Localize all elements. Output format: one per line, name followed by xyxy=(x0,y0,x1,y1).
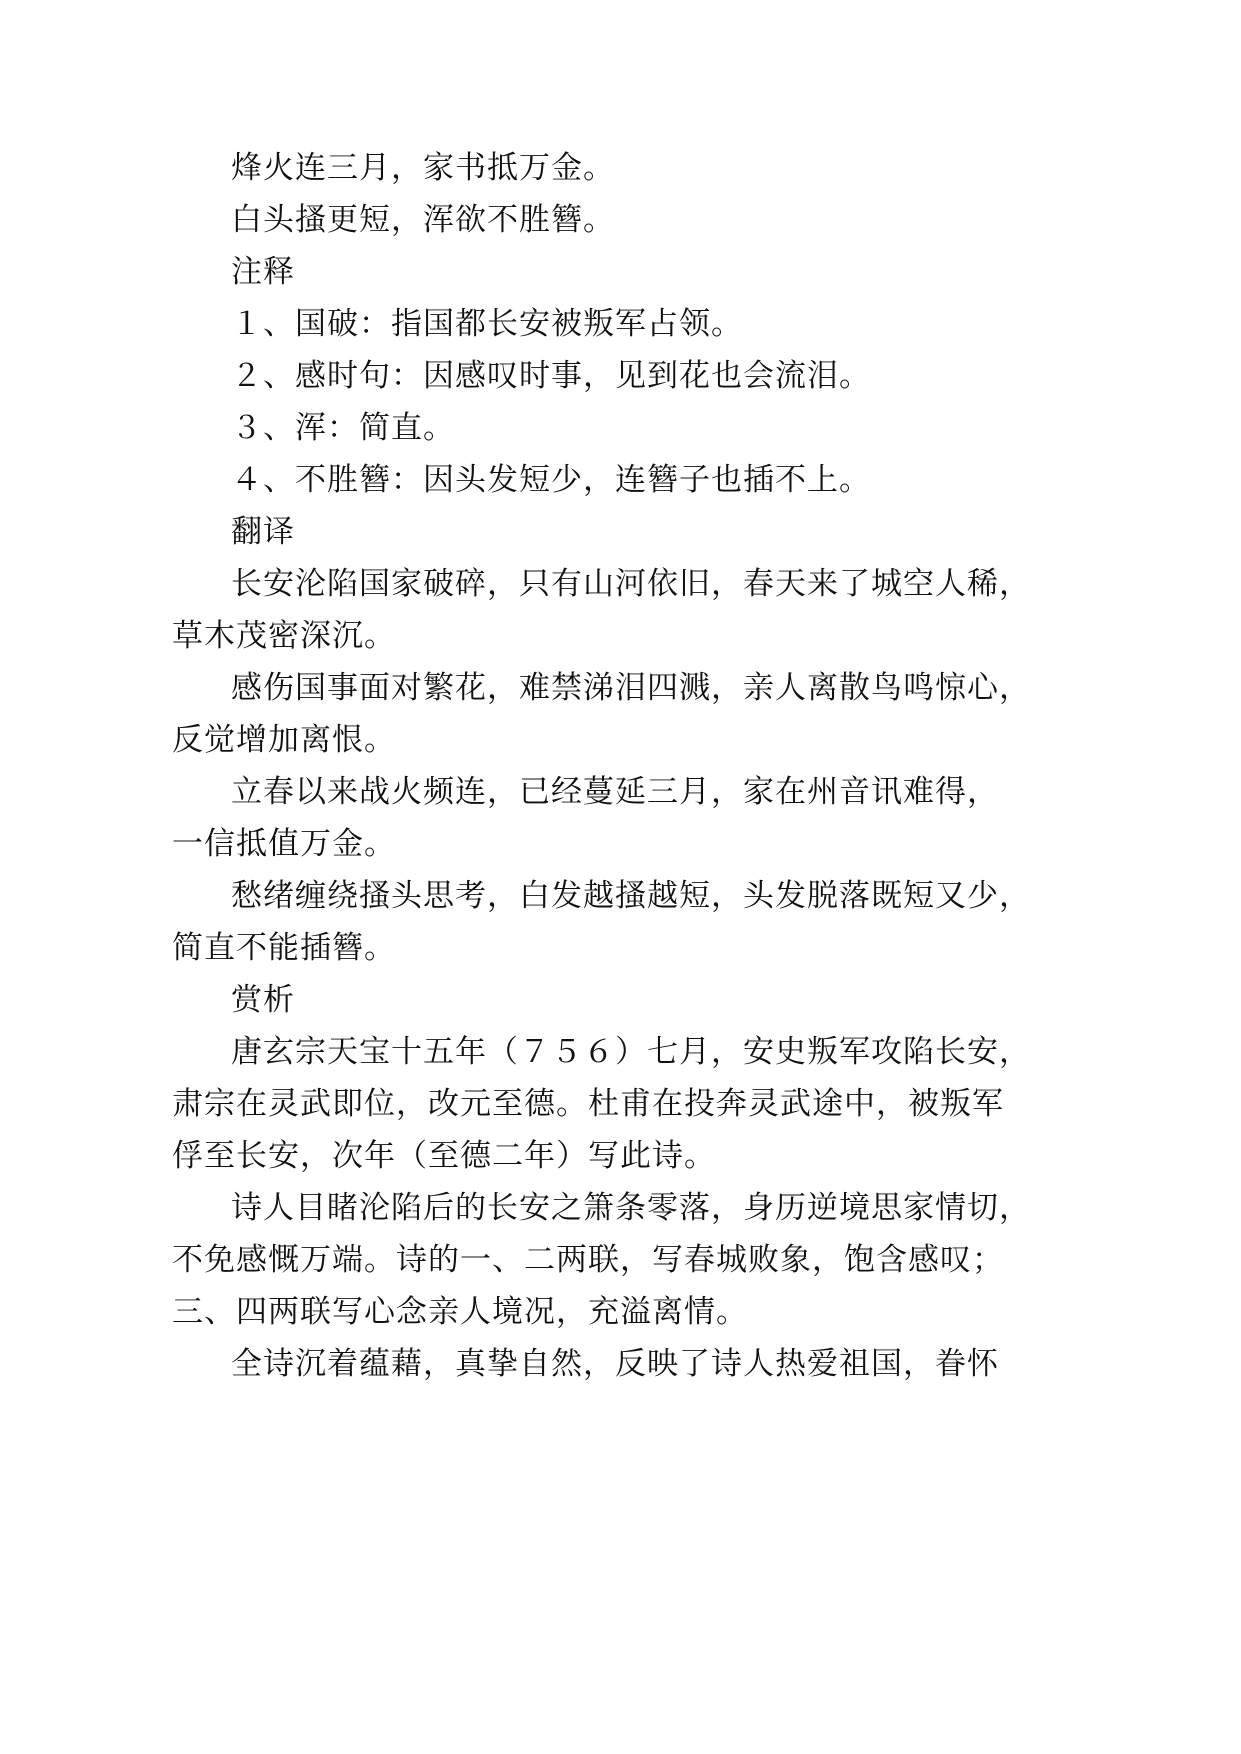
note-item-4: ４、不胜簪：因头发短少，连簪子也插不上。 xyxy=(231,462,871,498)
translation-paragraph-4-line-2: 简直不能插簪。 xyxy=(172,930,396,966)
translation-paragraph-1-line-2: 草木茂密深沉。 xyxy=(172,618,396,654)
poem-line-2: 白头搔更短，浑欲不胜簪。 xyxy=(231,202,615,238)
appreciation-paragraph-2-line-3: 三、四两联写心念亲人境况，充溢离情。 xyxy=(172,1294,748,1330)
poem-line-1: 烽火连三月，家书抵万金。 xyxy=(231,150,615,186)
translation-paragraph-4-line-1: 愁绪缠绕搔头思考，白发越搔越短，头发脱落既短又少， xyxy=(231,878,1031,914)
appreciation-paragraph-1-line-1: 唐玄宗天宝十五年（７５６）七月，安史叛军攻陷长安， xyxy=(231,1034,1031,1070)
translation-paragraph-1-line-1: 长安沦陷国家破碎，只有山河依旧，春天来了城空人稀， xyxy=(231,566,1031,602)
translation-heading: 翻译 xyxy=(231,514,295,550)
note-item-1: １、国破：指国都长安被叛军占领。 xyxy=(231,306,743,342)
appreciation-heading: 赏析 xyxy=(231,982,295,1018)
translation-paragraph-3-line-2: 一信抵值万金。 xyxy=(172,826,396,862)
translation-paragraph-2-line-2: 反觉增加离恨。 xyxy=(172,722,396,758)
appreciation-paragraph-2-line-2: 不免感慨万端。诗的一、二两联，写春城败象，饱含感叹； xyxy=(172,1242,1004,1278)
note-item-3: ３、浑：简直。 xyxy=(231,410,455,446)
note-item-2: ２、感时句：因感叹时事，见到花也会流泪。 xyxy=(231,358,871,394)
appreciation-paragraph-2-line-1: 诗人目睹沦陷后的长安之箫条零落，身历逆境思家情切， xyxy=(231,1190,1031,1226)
appreciation-paragraph-1-line-3: 俘至长安，次年（至德二年）写此诗。 xyxy=(172,1138,716,1174)
translation-paragraph-3-line-1: 立春以来战火频连，已经蔓延三月，家在州音讯难得， xyxy=(231,774,999,810)
translation-paragraph-2-line-1: 感伤国事面对繁花，难禁涕泪四溅，亲人离散鸟鸣惊心， xyxy=(231,670,1031,706)
notes-heading: 注释 xyxy=(231,254,295,290)
appreciation-paragraph-3-line-1: 全诗沉着蕴藉，真挚自然，反映了诗人热爱祖国，眷怀 xyxy=(231,1346,999,1382)
appreciation-paragraph-1-line-2: 肃宗在灵武即位，改元至德。杜甫在投奔灵武途中，被叛军 xyxy=(172,1086,1004,1122)
